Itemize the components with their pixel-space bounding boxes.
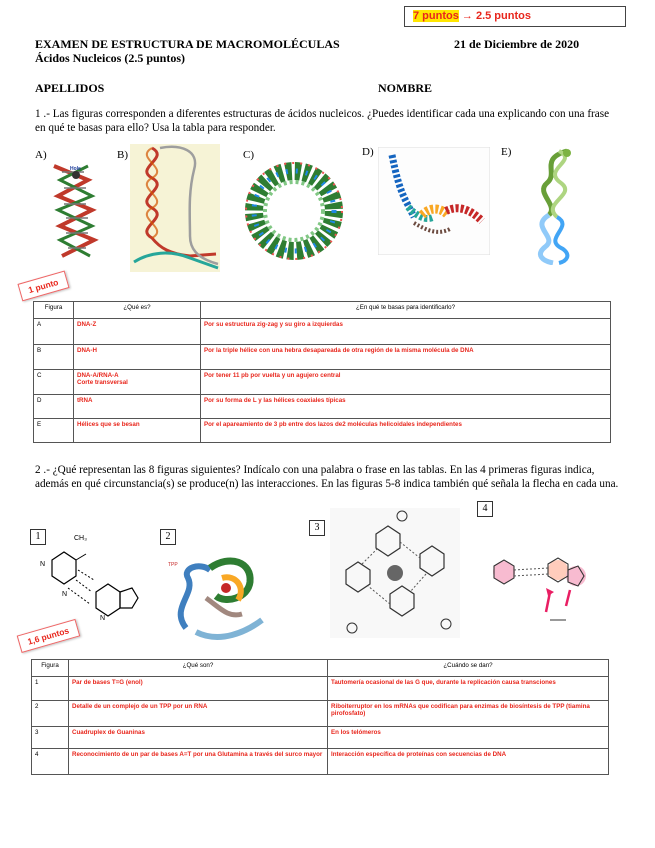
table1-answer-why[interactable]: Por la triple hélice con una hebra desapareada de otra región de la misma molécula de DNA: [201, 345, 611, 370]
table1-answer-what-line2: Corte transversal: [77, 379, 128, 386]
table1-header-why: ¿En qué te basas para identificarlo?: [201, 302, 611, 319]
table2-fig-cell: 4: [32, 749, 69, 775]
score-rest: → 2.5 puntos: [458, 10, 531, 22]
table2-answer-what[interactable]: Detalle de un complejo de un TPP por un RNA: [69, 701, 328, 727]
table2-header-figura: Figura: [32, 660, 69, 677]
nombre-label: NOMBRE: [378, 81, 432, 95]
table-row: [34, 370, 611, 395]
apellidos-label: APELLIDOS: [35, 81, 105, 95]
table2-answer-what[interactable]: Par de bases T=G (enol): [69, 677, 328, 701]
table1-fig-cell: C: [34, 370, 74, 395]
table-row: [32, 749, 609, 775]
table1-answer-why[interactable]: Por el apareamiento de 3 pb entre dos lazos de2 moléculas helicoidales independientes: [201, 419, 611, 443]
svg-text:N: N: [40, 561, 46, 568]
table-question-1: [33, 301, 611, 443]
figure-1-base-pair: [34, 540, 152, 622]
table-row: [32, 677, 609, 701]
figure-1-ch3-label: CH₃: [74, 535, 87, 542]
table2-fig-cell: 3: [32, 727, 69, 749]
fig-letter-a: A): [35, 149, 47, 161]
fig-letter-e: E): [501, 146, 512, 158]
score-box: [404, 6, 626, 27]
question-1-text: 1 .- Las figuras corresponden a diferentes estructuras de ácidos nucleicos. ¿Puedes identificar cada una explicando con una frase en qué te basas para ello? Usa la tabla para responder.: [35, 108, 610, 134]
svg-text:TPP: TPP: [168, 562, 178, 568]
figure-d-trna: [378, 147, 490, 255]
table1-answer-what[interactable]: Hélices que se besan: [74, 419, 201, 443]
fig-number-4: 4: [477, 501, 493, 517]
table1-fig-cell: A: [34, 319, 74, 345]
table1-answer-what[interactable]: tRNA: [74, 395, 201, 419]
table-question-2: [31, 659, 609, 775]
table2-header-when: ¿Cuándo se dan?: [328, 660, 609, 677]
table2-answer-when[interactable]: En los telómeros: [328, 727, 609, 749]
table2-answer-when[interactable]: Interacción específica de proteínas con secuencias de DNA: [328, 749, 609, 775]
fig-number-3: 3: [309, 520, 325, 536]
figure-a-hole-label: Hole: [70, 166, 81, 172]
table1-answer-what[interactable]: DNA-Z: [74, 319, 201, 345]
figure-c-ring: [243, 157, 345, 265]
score-highlight: 7 puntos: [413, 10, 459, 22]
figure-2-riboswitch: [166, 548, 276, 646]
table-row: [34, 395, 611, 419]
table-row: [34, 319, 611, 345]
svg-text:N: N: [100, 615, 106, 622]
figure-3-g-quadruplex: [330, 508, 460, 638]
table2-answer-when[interactable]: Riboiterruptor en los mRNAs que codifican para enzimas de biosíntesis de TPP (tiamina pirofosfato): [328, 701, 609, 727]
table1-answer-what[interactable]: DNA-H: [74, 345, 201, 370]
table1-answer-why[interactable]: Por su estructura zig-zag y su giro a izquierdas: [201, 319, 611, 345]
figure-4-protein-dna: [480, 540, 600, 630]
figure-e-kissing: [519, 147, 591, 265]
table2-fig-cell: 1: [32, 677, 69, 701]
fig-letter-d: D): [362, 146, 374, 158]
table1-fig-cell: B: [34, 345, 74, 370]
table1-header-figura: Figura: [34, 302, 74, 319]
table1-fig-cell: D: [34, 395, 74, 419]
table1-header-what: ¿Qué es?: [74, 302, 201, 319]
fig-number-1: 1: [30, 529, 46, 545]
table1-answer-what-line1: DNA-A/RNA-A: [77, 372, 119, 379]
sticker-1-6-puntos: 1,6 puntos: [17, 619, 80, 653]
svg-text:N: N: [62, 591, 68, 598]
fig-letter-c: C): [243, 149, 254, 161]
exam-title: EXAMEN DE ESTRUCTURA DE MACROMOLÉCULAS: [35, 37, 340, 51]
table-row: [34, 345, 611, 370]
table1-answer-what[interactable]: [74, 370, 201, 395]
table-row: [32, 727, 609, 749]
exam-date: 21 de Diciembre de 2020: [454, 37, 580, 51]
fig-number-2: 2: [160, 529, 176, 545]
table1-answer-why[interactable]: Por tener 11 pb por vuelta y un agujero central: [201, 370, 611, 395]
table1-answer-why[interactable]: Por su forma de L y las hélices coaxiales típicas: [201, 395, 611, 419]
figure-a-zdna: [40, 158, 110, 270]
table2-answer-what[interactable]: Cuadruplex de Guaninas: [69, 727, 328, 749]
table2-answer-when[interactable]: Tautomería ocasional de las G que, durante la replicación causa transciones: [328, 677, 609, 701]
table2-header-what: ¿Qué son?: [69, 660, 328, 677]
fig-letter-b: B): [117, 149, 128, 161]
table1-fig-cell: E: [34, 419, 74, 443]
table-row: [34, 419, 611, 443]
exam-subtitle: Ácidos Nucleicos (2.5 puntos): [35, 51, 186, 65]
table-row: [32, 701, 609, 727]
table2-fig-cell: 2: [32, 701, 69, 727]
table2-answer-what[interactable]: Reconocimiento de un par de bases A=T por una Glutamina a través del surco mayor: [69, 749, 328, 775]
figure-b-hdna: [130, 144, 220, 272]
sticker-1-punto: 1 punto: [17, 271, 69, 302]
question-2-text: 2 .- ¿Qué representan las 8 figuras siguientes? Indícalo con una palabra o frase en las tablas. En las 4 primeras figuras indica, además en qué circunstancia(s) se produce(n) las interacciones. En las figuras 5-8 indica también qué señala la flecha en cada una.: [35, 464, 619, 490]
